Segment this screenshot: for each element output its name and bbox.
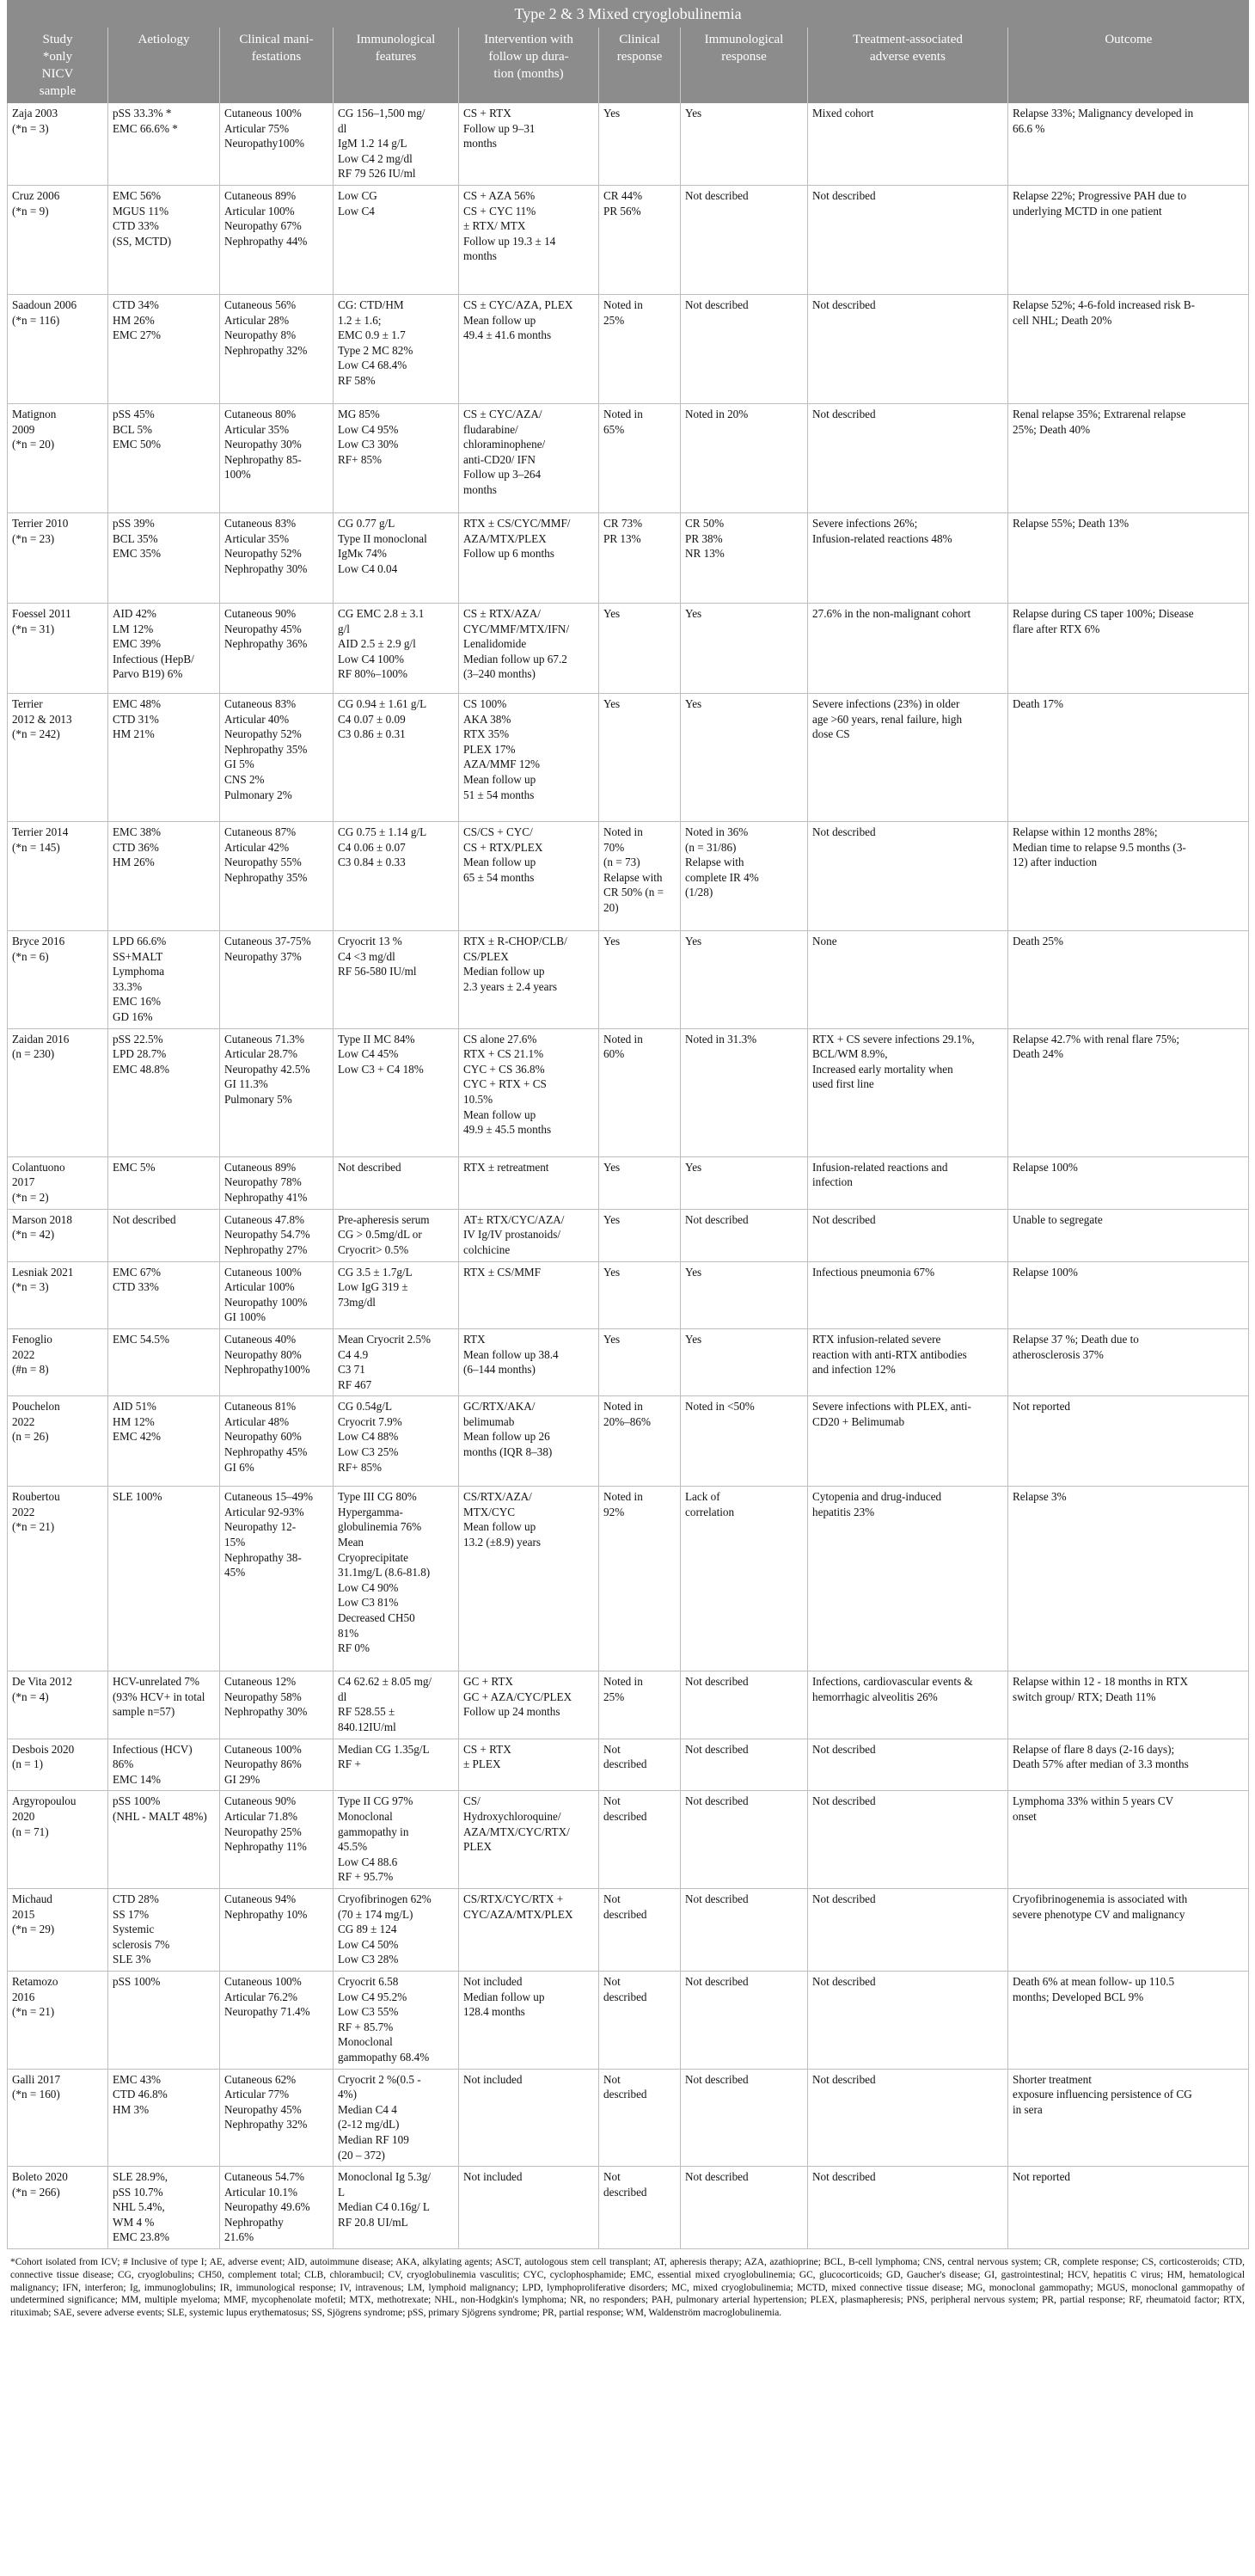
cell-immunological-features: Cryofibrinogen 62% (70 ± 174 mg/L) CG 89 ± 124 Low C4 50% Low C3 28% — [334, 1889, 459, 1972]
cell-intervention: CS ± RTX/AZA/ CYC/MMF/MTX/IFN/ Lenalidomide Median follow up 67.2 (3–240 months) — [459, 603, 599, 693]
cryoglobulinemia-table — [7, 0, 1249, 2249]
cell-adverse-events: Not described — [808, 2069, 1008, 2167]
table-row — [8, 1328, 1249, 1395]
cell-immunological-features: CG 0.77 g/L Type II monoclonal IgMκ 74% Low C4 0.04 — [334, 512, 459, 603]
cell-outcome: Unable to segregate — [1008, 1209, 1249, 1261]
table-row — [8, 512, 1249, 603]
cell-immunological-features: Mean Cryocrit 2.5% C4 4.9 C3 71 RF 467 — [334, 1328, 459, 1395]
cell-immunological-features: CG 0.54g/L Cryocrit 7.9% Low C4 88% Low C3 25% RF+ 85% — [334, 1396, 459, 1487]
cell-outcome: Death 6% at mean follow- up 110.5 months; Developed BCL 9% — [1008, 1971, 1249, 2069]
cell-immunological-response: Yes — [681, 1328, 808, 1395]
cell-clinical-response: Not described — [599, 2069, 681, 2167]
table-row — [8, 1209, 1249, 1261]
cell-outcome: Death 17% — [1008, 693, 1249, 821]
cell-clinical-response: Noted in 25% — [599, 1671, 681, 1739]
table-row — [8, 185, 1249, 294]
header-immunological-response: Immunological response — [681, 28, 808, 104]
cell-adverse-events: Not described — [808, 1739, 1008, 1791]
cell-immunological-features: C4 62.62 ± 8.05 mg/ dl RF 528.55 ± 840.12IU/ml — [334, 1671, 459, 1739]
cell-clinical-response: Not described — [599, 2167, 681, 2249]
cell-intervention: RTX ± CS/MMF — [459, 1261, 599, 1328]
cell-study: Colantuono 2017 (*n = 2) — [8, 1156, 108, 1209]
cell-intervention: AT± RTX/CYC/AZA/ IV Ig/IV prostanoids/ colchicine — [459, 1209, 599, 1261]
cell-immunological-response: Not described — [681, 1971, 808, 2069]
table-row — [8, 821, 1249, 930]
table-row — [8, 1739, 1249, 1791]
cell-aetiology: pSS 22.5% LPD 28.7% EMC 48.8% — [108, 1028, 220, 1156]
cell-outcome: Relapse 52%; 4-6-fold increased risk B- cell NHL; Death 20% — [1008, 294, 1249, 403]
cell-clinical-manifestations: Cutaneous 100% Articular 100% Neuropathy 100% GI 100% — [220, 1261, 334, 1328]
cell-outcome: Relapse 42.7% with renal flare 75%; Death 24% — [1008, 1028, 1249, 1156]
cell-study: Pouchelon 2022 (n = 26) — [8, 1396, 108, 1487]
cell-adverse-events: Not described — [808, 403, 1008, 512]
cell-adverse-events: Mixed cohort — [808, 103, 1008, 185]
cell-intervention: CS/ Hydroxychloroquine/ AZA/MTX/CYC/RTX/ PLEX — [459, 1791, 599, 1889]
cell-aetiology: pSS 39% BCL 35% EMC 35% — [108, 512, 220, 603]
cell-clinical-response: Noted in 92% — [599, 1487, 681, 1671]
cell-immunological-features: CG 0.75 ± 1.14 g/L C4 0.06 ± 0.07 C3 0.84 ± 0.33 — [334, 821, 459, 930]
cell-adverse-events: None — [808, 930, 1008, 1028]
cell-immunological-features: Monoclonal Ig 5.3g/ L Median C4 0.16g/ L RF 20.8 UI/mL — [334, 2167, 459, 2249]
cell-clinical-response: Yes — [599, 103, 681, 185]
cell-intervention: CS/RTX/CYC/RTX + CYC/AZA/MTX/PLEX — [459, 1889, 599, 1972]
cell-aetiology: EMC 43% CTD 46.8% HM 3% — [108, 2069, 220, 2167]
cell-immunological-features: Type II MC 84% Low C4 45% Low C3 + C4 18% — [334, 1028, 459, 1156]
cell-adverse-events: Infusion-related reactions and infection — [808, 1156, 1008, 1209]
table-row — [8, 1396, 1249, 1487]
table-row — [8, 103, 1249, 185]
cell-outcome: Not reported — [1008, 2167, 1249, 2249]
header-row — [8, 28, 1249, 104]
cell-immunological-response: Yes — [681, 1156, 808, 1209]
cell-outcome: Death 25% — [1008, 930, 1249, 1028]
cell-immunological-features: Pre-apheresis serum CG > 0.5mg/dL or Cryocrit> 0.5% — [334, 1209, 459, 1261]
cell-immunological-response: Not described — [681, 2167, 808, 2249]
cell-clinical-manifestations: Cutaneous 62% Articular 77% Neuropathy 45% Nephropathy 32% — [220, 2069, 334, 2167]
cell-outcome: Relapse 22%; Progressive PAH due to underlying MCTD in one patient — [1008, 185, 1249, 294]
cell-clinical-response: Not described — [599, 1889, 681, 1972]
cell-clinical-manifestations: Cutaneous 81% Articular 48% Neuropathy 60% Nephropathy 45% GI 6% — [220, 1396, 334, 1487]
cell-aetiology: AID 51% HM 12% EMC 42% — [108, 1396, 220, 1487]
cell-aetiology: EMC 48% CTD 31% HM 21% — [108, 693, 220, 821]
table-row — [8, 603, 1249, 693]
cell-immunological-response: Not described — [681, 1739, 808, 1791]
table-row — [8, 2069, 1249, 2167]
cell-immunological-features: CG 0.94 ± 1.61 g/L C4 0.07 ± 0.09 C3 0.86 ± 0.31 — [334, 693, 459, 821]
cell-study: Argyropoulou 2020 (n = 71) — [8, 1791, 108, 1889]
cell-clinical-manifestations: Cutaneous 94% Nephropathy 10% — [220, 1889, 334, 1972]
cell-clinical-response: Noted in 65% — [599, 403, 681, 512]
cell-aetiology: EMC 54.5% — [108, 1328, 220, 1395]
cell-clinical-response: Not described — [599, 1791, 681, 1889]
cell-study: Foessel 2011 (*n = 31) — [8, 603, 108, 693]
table-row — [8, 1791, 1249, 1889]
header-outcome: Outcome — [1008, 28, 1249, 104]
cell-immunological-features: CG 156–1,500 mg/ dl IgM 1.2 14 g/L Low C4 2 mg/dl RF 79 526 IU/ml — [334, 103, 459, 185]
cell-intervention: Not included Median follow up 128.4 months — [459, 1971, 599, 2069]
cell-clinical-manifestations: Cutaneous 89% Articular 100% Neuropathy 67% Nephropathy 44% — [220, 185, 334, 294]
cell-adverse-events: Not described — [808, 294, 1008, 403]
cell-intervention: RTX Mean follow up 38.4 (6–144 months) — [459, 1328, 599, 1395]
cell-clinical-manifestations: Cutaneous 87% Articular 42% Neuropathy 55% Nephropathy 35% — [220, 821, 334, 930]
header-study: Study *only NICV sample — [8, 28, 108, 104]
cell-study: Matignon 2009 (*n = 20) — [8, 403, 108, 512]
cell-aetiology: pSS 45% BCL 5% EMC 50% — [108, 403, 220, 512]
cell-immunological-features: Cryocrit 6.58 Low C4 95.2% Low C3 55% RF + 85.7% Monoclonal gammopathy 68.4% — [334, 1971, 459, 2069]
cell-intervention: RTX ± retreatment — [459, 1156, 599, 1209]
cell-clinical-manifestations: Cutaneous 100% Articular 75% Neuropathy100% — [220, 103, 334, 185]
cell-intervention: RTX ± CS/CYC/MMF/ AZA/MTX/PLEX Follow up 6 months — [459, 512, 599, 603]
header-clinical-response: Clinical response — [599, 28, 681, 104]
cell-intervention: GC + RTX GC + AZA/CYC/PLEX Follow up 24 months — [459, 1671, 599, 1739]
cell-aetiology: HCV-unrelated 7% (93% HCV+ in total sample n=57) — [108, 1671, 220, 1739]
cell-adverse-events: Severe infections 26%; Infusion-related reactions 48% — [808, 512, 1008, 603]
cell-clinical-manifestations: Cutaneous 12% Neuropathy 58% Nephropathy 30% — [220, 1671, 334, 1739]
cell-intervention: CS + AZA 56% CS + CYC 11% ± RTX/ MTX Follow up 19.3 ± 14 months — [459, 185, 599, 294]
table-row — [8, 1889, 1249, 1972]
table-row — [8, 693, 1249, 821]
cell-clinical-manifestations: Cutaneous 83% Articular 40% Neuropathy 52% Nephropathy 35% GI 5% CNS 2% Pulmonary 2% — [220, 693, 334, 821]
table-head — [8, 1, 1249, 104]
cell-outcome: Relapse 3% — [1008, 1487, 1249, 1671]
cell-aetiology: pSS 100% — [108, 1971, 220, 2069]
cell-immunological-features: CG 3.5 ± 1.7g/L Low IgG 319 ± 73mg/dl — [334, 1261, 459, 1328]
header-aetiology: Aetiology — [108, 28, 220, 104]
cell-aetiology: pSS 33.3% * EMC 66.6% * — [108, 103, 220, 185]
table-row — [8, 1487, 1249, 1671]
cell-intervention: CS ± CYC/AZA/ fludarabine/ chloraminophene/ anti-CD20/ IFN Follow up 3–264 months — [459, 403, 599, 512]
table-title: Type 2 & 3 Mixed cryoglobulinemia — [8, 1, 1249, 28]
cell-clinical-manifestations: Cutaneous 89% Neuropathy 78% Nephropathy 41% — [220, 1156, 334, 1209]
table-row — [8, 2167, 1249, 2249]
cell-immunological-response: Yes — [681, 103, 808, 185]
table-body — [8, 103, 1249, 2249]
cell-adverse-events: Not described — [808, 1889, 1008, 1972]
cell-outcome: Relapse of flare 8 days (2-16 days); Death 57% after median of 3.3 months — [1008, 1739, 1249, 1791]
cell-adverse-events: RTX infusion-related severe reaction with anti-RTX antibodies and infection 12% — [808, 1328, 1008, 1395]
cell-adverse-events: Not described — [808, 2167, 1008, 2249]
cell-adverse-events: Severe infections (23%) in older age >60 years, renal failure, high dose CS — [808, 693, 1008, 821]
cell-immunological-features: CG EMC 2.8 ± 3.1 g/l AID 2.5 ± 2.9 g/l Low C4 100% RF 80%–100% — [334, 603, 459, 693]
cell-immunological-features: Cryocrit 2 %(0.5 - 4%) Median C4 4 (2-12 mg/dL) Median RF 109 (20 – 372) — [334, 2069, 459, 2167]
cell-aetiology: EMC 5% — [108, 1156, 220, 1209]
cell-clinical-response: CR 44% PR 56% — [599, 185, 681, 294]
cell-aetiology: SLE 28.9%, pSS 10.7% NHL 5.4%, WM 4 % EMC 23.8% — [108, 2167, 220, 2249]
cell-outcome: Relapse 37 %; Death due to atherosclerosis 37% — [1008, 1328, 1249, 1395]
cell-study: Zaidan 2016 (n = 230) — [8, 1028, 108, 1156]
cell-clinical-response: Not described — [599, 1739, 681, 1791]
cell-clinical-manifestations: Cutaneous 90% Articular 71.8% Neuropathy 25% Nephropathy 11% — [220, 1791, 334, 1889]
cell-outcome: Relapse 33%; Malignancy developed in 66.6 % — [1008, 103, 1249, 185]
cell-aetiology: EMC 56% MGUS 11% CTD 33% (SS, MCTD) — [108, 185, 220, 294]
cell-study: Lesniak 2021 (*n = 3) — [8, 1261, 108, 1328]
table-row — [8, 1028, 1249, 1156]
cell-aetiology: CTD 34% HM 26% EMC 27% — [108, 294, 220, 403]
cell-study: Zaja 2003 (*n = 3) — [8, 103, 108, 185]
cell-aetiology: LPD 66.6% SS+MALT Lymphoma 33.3% EMC 16% GD 16% — [108, 930, 220, 1028]
table-row — [8, 1671, 1249, 1739]
cell-immunological-response: Lack of correlation — [681, 1487, 808, 1671]
cell-immunological-features: Not described — [334, 1156, 459, 1209]
cell-intervention: CS + RTX ± PLEX — [459, 1739, 599, 1791]
cell-study: De Vita 2012 (*n = 4) — [8, 1671, 108, 1739]
cell-clinical-manifestations: Cutaneous 100% Neuropathy 86% GI 29% — [220, 1739, 334, 1791]
cell-immunological-response: Not described — [681, 294, 808, 403]
cell-study: Galli 2017 (*n = 160) — [8, 2069, 108, 2167]
cell-outcome: Not reported — [1008, 1396, 1249, 1487]
cell-aetiology: pSS 100% (NHL - MALT 48%) — [108, 1791, 220, 1889]
cell-adverse-events: 27.6% in the non-malignant cohort — [808, 603, 1008, 693]
cell-clinical-manifestations: Cutaneous 15–49% Articular 92-93% Neuropathy 12- 15% Nephropathy 38- 45% — [220, 1487, 334, 1671]
cell-clinical-response: Noted in 70% (n = 73) Relapse with CR 50% (n = 20) — [599, 821, 681, 930]
cell-immunological-response: Noted in <50% — [681, 1396, 808, 1487]
table-row — [8, 403, 1249, 512]
cell-outcome: Relapse within 12 - 18 months in RTX switch group/ RTX; Death 11% — [1008, 1671, 1249, 1739]
cell-immunological-response: Noted in 31.3% — [681, 1028, 808, 1156]
cell-immunological-features: Type II CG 97% Monoclonal gammopathy in 45.5% Low C4 88.6 RF + 95.7% — [334, 1791, 459, 1889]
cell-immunological-response: Not described — [681, 1671, 808, 1739]
cell-clinical-response: Yes — [599, 1156, 681, 1209]
cell-clinical-manifestations: Cutaneous 83% Articular 35% Neuropathy 52% Nephropathy 30% — [220, 512, 334, 603]
cell-intervention: Not included — [459, 2167, 599, 2249]
cell-immunological-response: Yes — [681, 1261, 808, 1328]
cell-outcome: Relapse 55%; Death 13% — [1008, 512, 1249, 603]
table-row — [8, 294, 1249, 403]
cell-clinical-manifestations: Cutaneous 100% Articular 76.2% Neuropathy 71.4% — [220, 1971, 334, 2069]
header-immunological-features: Immunological features — [334, 28, 459, 104]
cell-study: Michaud 2015 (*n = 29) — [8, 1889, 108, 1972]
cell-immunological-features: Type III CG 80% Hypergamma- globulinemia 76% Mean Cryoprecipitate 31.1mg/L (8.6-81.8) Low C4 90% Low C3 81% Decreased CH50 81% RF 0% — [334, 1487, 459, 1671]
cell-adverse-events: Severe infections with PLEX, anti- CD20 + Belimumab — [808, 1396, 1008, 1487]
cell-clinical-manifestations: Cutaneous 71.3% Articular 28.7% Neuropathy 42.5% GI 11.3% Pulmonary 5% — [220, 1028, 334, 1156]
cell-outcome: Shorter treatment exposure influencing persistence of CG in sera — [1008, 2069, 1249, 2167]
cell-clinical-response: Noted in 20%–86% — [599, 1396, 681, 1487]
cell-study: Terrier 2012 & 2013 (*n = 242) — [8, 693, 108, 821]
cell-immunological-response: Not described — [681, 185, 808, 294]
cell-aetiology: AID 42% LM 12% EMC 39% Infectious (HepB/ Parvo B19) 6% — [108, 603, 220, 693]
cell-immunological-response: CR 50% PR 38% NR 13% — [681, 512, 808, 603]
cell-intervention: Not included — [459, 2069, 599, 2167]
cell-adverse-events: Not described — [808, 821, 1008, 930]
cell-outcome: Lymphoma 33% within 5 years CV onset — [1008, 1791, 1249, 1889]
cell-clinical-response: Yes — [599, 1328, 681, 1395]
cell-outcome: Relapse within 12 months 28%; Median time to relapse 9.5 months (3- 12) after induction — [1008, 821, 1249, 930]
cell-immunological-features: MG 85% Low C4 95% Low C3 30% RF+ 85% — [334, 403, 459, 512]
cell-outcome: Renal relapse 35%; Extrarenal relapse 25%; Death 40% — [1008, 403, 1249, 512]
table-row — [8, 1261, 1249, 1328]
cell-study: Terrier 2010 (*n = 23) — [8, 512, 108, 603]
cell-adverse-events: Infections, cardiovascular events & hemorrhagic alveolitis 26% — [808, 1671, 1008, 1739]
cell-immunological-response: Noted in 20% — [681, 403, 808, 512]
cell-study: Marson 2018 (*n = 42) — [8, 1209, 108, 1261]
cell-immunological-response: Not described — [681, 1209, 808, 1261]
cell-outcome: Relapse during CS taper 100%; Disease flare after RTX 6% — [1008, 603, 1249, 693]
cell-adverse-events: RTX + CS severe infections 29.1%, BCL/WM 8.9%, Increased early mortality when used first line — [808, 1028, 1008, 1156]
cell-clinical-response: CR 73% PR 13% — [599, 512, 681, 603]
cell-intervention: CS ± CYC/AZA, PLEX Mean follow up 49.4 ± 41.6 months — [459, 294, 599, 403]
cell-study: Desbois 2020 (n = 1) — [8, 1739, 108, 1791]
cell-immunological-response: Yes — [681, 930, 808, 1028]
cell-immunological-features: Low CG Low C4 — [334, 185, 459, 294]
cell-study: Saadoun 2006 (*n = 116) — [8, 294, 108, 403]
header-intervention: Intervention with follow up dura- tion (months) — [459, 28, 599, 104]
cell-adverse-events: Not described — [808, 185, 1008, 294]
table-footnote: *Cohort isolated from ICV; # Inclusive of type I; AE, adverse event; AID, autoimmune disease; AKA, alkylating agents; ASCT, autologous stem cell transplant; AT, apheresis therapy; AZA, azathioprine; BCL, B-cell lymphoma; CNS, central nervous system; CR, complete response; CS, corticosteroids; CTD, connective tissue disease; CG, cryoglobulins; CH50, complement total; CLB, chlorambucil; CV, cryoglobulinemia vasculitis; CYC, cyclophosphamide; EMC, essential mixed cryoglobulinemia; GC, glucocorticoids; GD, Gaucher's disease; GI, gastrointestinal; HCV, hepatitis C virus; HM, hematological malignancy; IFN, interferon; Ig, immunoglobulins; IR, immunological response; IV, intravenous; LM, lymphoid malignancy; LPD, lymphoproliferative disorders; MC, mixed cryoglobulinemia; MCTD, mixed connective tissue disease; MG, monoclonal gammopathy; MGUS, monoclonal gammopathy of undetermined significance; MM, multiple myeloma; MMF, mycophenolate mofetil; MTX, methotrexate; NHL, non-Hodgkin's lymphoma; NR, no responders; PAH, pulmonary arterial hypertension; PLEX, plasmapheresis; PNS, peripheral nervous system; PR, partial response; RF, rheumatoid factor; RTX, rituximab; SAE, severe adverse events; SLE, systemic lupus erythematosus; SS, Sjögrens syndrome; pSS, primary Sjögrens syndrome; PR, partial response; WM, Waldenström macroglobulinemia. — [10, 2257, 1245, 2319]
cell-clinical-response: Yes — [599, 1209, 681, 1261]
cell-immunological-response: Yes — [681, 603, 808, 693]
cell-aetiology: CTD 28% SS 17% Systemic sclerosis 7% SLE 3% — [108, 1889, 220, 1972]
cell-adverse-events: Infectious pneumonia 67% — [808, 1261, 1008, 1328]
cell-outcome: Cryofibrinogenemia is associated with severe phenotype CV and malignancy — [1008, 1889, 1249, 1972]
cell-outcome: Relapse 100% — [1008, 1156, 1249, 1209]
cell-intervention: CS/CS + CYC/ CS + RTX/PLEX Mean follow up 65 ± 54 months — [459, 821, 599, 930]
cell-aetiology: SLE 100% — [108, 1487, 220, 1671]
cell-study: Cruz 2006 (*n = 9) — [8, 185, 108, 294]
cell-study: Roubertou 2022 (*n = 21) — [8, 1487, 108, 1671]
cell-study: Retamozo 2016 (*n = 21) — [8, 1971, 108, 2069]
cell-clinical-response: Yes — [599, 603, 681, 693]
cell-clinical-response: Yes — [599, 693, 681, 821]
cell-intervention: RTX ± R-CHOP/CLB/ CS/PLEX Median follow up 2.3 years ± 2.4 years — [459, 930, 599, 1028]
cell-clinical-manifestations: Cutaneous 90% Neuropathy 45% Nephropathy 36% — [220, 603, 334, 693]
cell-study: Bryce 2016 (*n = 6) — [8, 930, 108, 1028]
cell-adverse-events: Not described — [808, 1791, 1008, 1889]
cell-adverse-events: Not described — [808, 1209, 1008, 1261]
cell-outcome: Relapse 100% — [1008, 1261, 1249, 1328]
cell-immunological-response: Yes — [681, 693, 808, 821]
table-container — [7, 0, 1248, 2320]
cell-clinical-manifestations: Cutaneous 80% Articular 35% Neuropathy 30% Nephropathy 85- 100% — [220, 403, 334, 512]
cell-adverse-events: Cytopenia and drug-induced hepatitis 23% — [808, 1487, 1008, 1671]
cell-clinical-response: Yes — [599, 1261, 681, 1328]
cell-clinical-response: Not described — [599, 1971, 681, 2069]
cell-clinical-manifestations: Cutaneous 54.7% Articular 10.1% Neuropathy 49.6% Nephropathy 21.6% — [220, 2167, 334, 2249]
cell-immunological-response: Not described — [681, 1791, 808, 1889]
cell-immunological-response: Not described — [681, 2069, 808, 2167]
cell-immunological-response: Noted in 36% (n = 31/86) Relapse with complete IR 4% (1/28) — [681, 821, 808, 930]
cell-immunological-response: Not described — [681, 1889, 808, 1972]
cell-intervention: GC/RTX/AKA/ belimumab Mean follow up 26 months (IQR 8–38) — [459, 1396, 599, 1487]
cell-clinical-manifestations: Cutaneous 40% Neuropathy 80% Nephropathy100% — [220, 1328, 334, 1395]
cell-clinical-response: Noted in 60% — [599, 1028, 681, 1156]
cell-clinical-manifestations: Cutaneous 47.8% Neuropathy 54.7% Nephropathy 27% — [220, 1209, 334, 1261]
cell-clinical-response: Noted in 25% — [599, 294, 681, 403]
table-row — [8, 1156, 1249, 1209]
cell-study: Fenoglio 2022 (#n = 8) — [8, 1328, 108, 1395]
cell-clinical-response: Yes — [599, 930, 681, 1028]
cell-clinical-manifestations: Cutaneous 37-75% Neuropathy 37% — [220, 930, 334, 1028]
cell-study: Terrier 2014 (*n = 145) — [8, 821, 108, 930]
header-adverse-events: Treatment-associated adverse events — [808, 28, 1008, 104]
cell-aetiology: Infectious (HCV) 86% EMC 14% — [108, 1739, 220, 1791]
cell-aetiology: EMC 67% CTD 33% — [108, 1261, 220, 1328]
cell-immunological-features: Median CG 1.35g/L RF + — [334, 1739, 459, 1791]
cell-study: Boleto 2020 (*n = 266) — [8, 2167, 108, 2249]
cell-immunological-features: CG: CTD/HM 1.2 ± 1.6; EMC 0.9 ± 1.7 Type 2 MC 82% Low C4 68.4% RF 58% — [334, 294, 459, 403]
cell-intervention: CS/RTX/AZA/ MTX/CYC Mean follow up 13.2 (±8.9) years — [459, 1487, 599, 1671]
table-row — [8, 1971, 1249, 2069]
cell-aetiology: EMC 38% CTD 36% HM 26% — [108, 821, 220, 930]
cell-immunological-features: Cryocrit 13 % C4 <3 mg/dl RF 56-580 IU/ml — [334, 930, 459, 1028]
cell-aetiology: Not described — [108, 1209, 220, 1261]
cell-intervention: CS alone 27.6% RTX + CS 21.1% CYC + CS 36.8% CYC + RTX + CS 10.5% Mean follow up 49.9 ± 45.5 months — [459, 1028, 599, 1156]
cell-intervention: CS 100% AKA 38% RTX 35% PLEX 17% AZA/MMF 12% Mean follow up 51 ± 54 months — [459, 693, 599, 821]
header-clinical-manifestations: Clinical mani- festations — [220, 28, 334, 104]
table-row — [8, 930, 1249, 1028]
cell-adverse-events: Not described — [808, 1971, 1008, 2069]
cell-intervention: CS + RTX Follow up 9–31 months — [459, 103, 599, 185]
cell-clinical-manifestations: Cutaneous 56% Articular 28% Neuropathy 8% Nephropathy 32% — [220, 294, 334, 403]
